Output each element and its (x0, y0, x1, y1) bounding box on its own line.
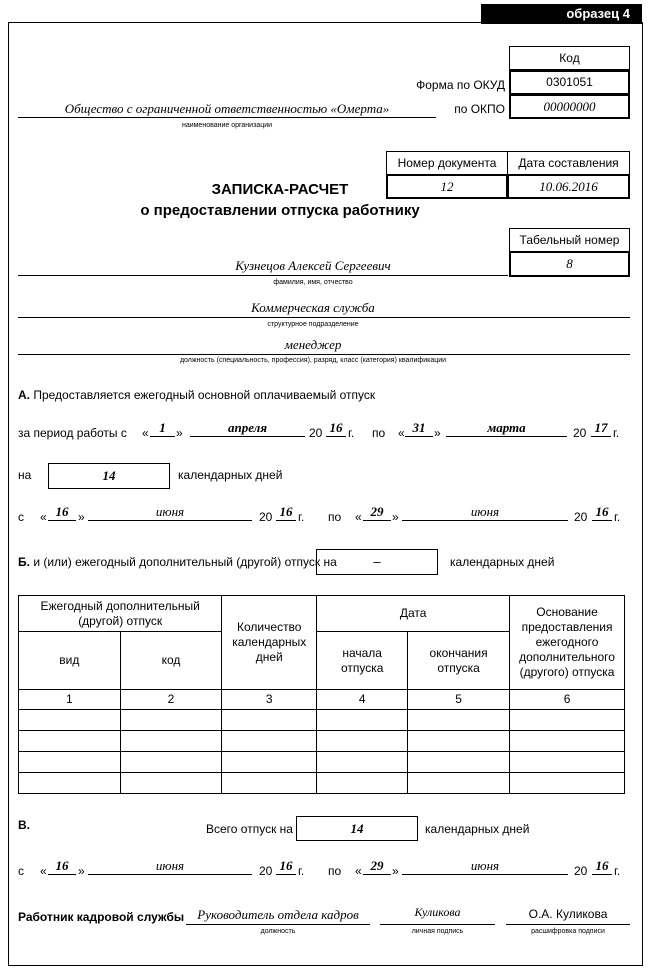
v-po-year: 16 (595, 858, 609, 873)
tabel-value: 8 (509, 251, 630, 277)
okud-value: 0301051 (509, 70, 630, 95)
department-line (18, 317, 630, 318)
signer-signature-caption: личная подпись (411, 928, 464, 935)
v-po-month-line (402, 874, 568, 875)
v-s-quote-close: » (78, 864, 85, 878)
doc-number: 12 (386, 174, 508, 199)
v-s-year-suffix: г. (298, 864, 305, 878)
table-row (19, 710, 625, 731)
th-code: код (120, 632, 222, 690)
a-po-month-line (402, 520, 568, 521)
a-s-year-line (276, 520, 296, 521)
table-row (19, 752, 625, 773)
organization-name: Общество с ограниченной ответственностью «Омерта» (64, 101, 390, 116)
v-po-label: по (328, 864, 342, 878)
a-po-day-line (363, 520, 391, 521)
v-po-quote-open: « (355, 864, 362, 878)
table-row (19, 773, 625, 794)
section-b-value: – (316, 549, 438, 575)
a-po-year-line (592, 520, 612, 521)
doc-date-label: Дата составления (507, 151, 630, 175)
th-basis: Основание предоставления ежегодного дополнительного (другого) отпуска (510, 596, 625, 690)
period-to-quote-open: « (398, 426, 405, 440)
th-end: окончания отпуска (408, 632, 510, 690)
th-date: Дата (317, 596, 510, 632)
form-subtitle: о предоставлении отпуска работнику (140, 202, 420, 219)
col-num: 4 (317, 690, 408, 710)
okpo-value: 00000000 (509, 94, 630, 119)
period-to-day-line (405, 436, 433, 437)
col-num: 5 (408, 690, 510, 710)
v-s-year: 16 (279, 858, 293, 873)
period-from-year: 16 (329, 420, 343, 435)
signer-position-caption: должность (260, 928, 296, 935)
a-po-year-prefix: 20 (574, 510, 588, 524)
a-s-day-line (48, 520, 76, 521)
a-s-month: июня (155, 504, 185, 519)
period-to-month: марта (487, 420, 526, 435)
section-b-text: и (или) ежегодный дополнительный (другой) отпуск на (33, 555, 337, 569)
v-po-year-prefix: 20 (574, 864, 588, 878)
doc-date: 10.06.2016 (507, 174, 630, 199)
a-s-year-suffix: г. (298, 510, 305, 524)
period-from-year-suffix: г. (348, 426, 355, 440)
signer-decoding-caption: расшифровка подписи (531, 928, 605, 935)
period-to-month-line (446, 436, 567, 437)
period-label: за период работы с (18, 426, 127, 440)
na-label: на (18, 468, 32, 482)
department: Коммерческая служба (251, 300, 375, 315)
period-from-quote-open: « (142, 426, 149, 440)
a-po-quote-open: « (355, 510, 362, 524)
a-po-year: 16 (595, 504, 609, 519)
hr-worker-label: Работник кадровой службы (18, 910, 185, 924)
period-from-year-prefix: 20 (309, 426, 323, 440)
period-from-day: 1 (159, 420, 166, 435)
period-from-day-line (150, 436, 175, 437)
v-s-month-line (88, 874, 252, 875)
a-po-year-suffix: г. (614, 510, 621, 524)
v-s-label: с (18, 864, 24, 878)
period-to-label: по (372, 426, 386, 440)
v-po-year-suffix: г. (614, 864, 621, 878)
code-header (509, 46, 630, 70)
th-additional: Ежегодный дополнительный (другой) отпуск (19, 596, 222, 632)
period-from-year-line (326, 436, 346, 437)
a-s-year-prefix: 20 (259, 510, 273, 524)
v-po-quote-close: » (392, 864, 399, 878)
period-to-quote-close: » (434, 426, 441, 440)
th-start: начала отпуска (317, 632, 408, 690)
section-a-heading (18, 388, 375, 402)
employee-name-caption: фамилия, имя, отчество (273, 279, 353, 286)
a-po-month: июня (470, 504, 500, 519)
v-s-year-line (276, 874, 296, 875)
period-from-month: апреля (227, 420, 268, 435)
section-a-letter: А. (18, 388, 30, 402)
a-s-quote-close: » (78, 510, 85, 524)
table-row (19, 731, 625, 752)
signer-decoding: О.А. Куликова (528, 907, 608, 921)
section-b-days-label: календарных дней (450, 555, 555, 569)
total-value: 14 (296, 816, 418, 841)
period-from-quote-close: » (176, 426, 183, 440)
period-to-day: 31 (412, 420, 426, 435)
v-po-day-line (363, 874, 391, 875)
signer-signature-line (380, 924, 495, 925)
doc-number-label: Номер документа (386, 151, 508, 175)
employee-name-line (18, 275, 508, 276)
employee-name: Кузнецов Алексей Сергеевич (235, 258, 391, 273)
period-to-year-prefix: 20 (573, 426, 587, 440)
v-s-day: 16 (55, 858, 69, 873)
v-s-year-prefix: 20 (259, 864, 273, 878)
th-type: вид (19, 632, 121, 690)
organization-caption: наименование организации (181, 122, 273, 129)
period-to-year: 17 (594, 420, 608, 435)
a-po-quote-close: » (392, 510, 399, 524)
organization-line (18, 117, 436, 118)
col-num: 3 (222, 690, 317, 710)
section-b-letter: Б. (18, 555, 30, 569)
code-header-text: Код (559, 51, 580, 65)
section-b-heading (18, 555, 337, 569)
v-po-year-line (592, 874, 612, 875)
department-caption: структурное подразделение (267, 321, 359, 328)
signer-position: Руководитель отдела кадров (197, 907, 359, 922)
a-s-label: с (18, 510, 24, 524)
v-s-month: июня (155, 858, 185, 873)
a-po-day: 29 (370, 504, 384, 519)
section-a-days: 14 (48, 463, 170, 489)
a-s-quote-open: « (40, 510, 47, 524)
period-to-year-suffix: г. (613, 426, 620, 440)
signer-position-line (186, 924, 370, 925)
total-days-label: календарных дней (425, 822, 530, 836)
period-to-year-line (591, 436, 611, 437)
col-num: 6 (510, 690, 625, 710)
signer-decoding-line (506, 924, 630, 925)
position: менеджер (284, 337, 342, 352)
th-count: Количество календарных дней (222, 596, 317, 690)
position-line (18, 354, 630, 355)
okpo-label: по ОКПО (454, 102, 505, 116)
total-label: Всего отпуск на (206, 822, 293, 836)
sample-tag: образец 4 (481, 4, 642, 24)
v-po-month: июня (470, 858, 500, 873)
v-po-day: 29 (370, 858, 384, 873)
a-s-day: 16 (55, 504, 69, 519)
a-s-year: 16 (279, 504, 293, 519)
a-po-label: по (328, 510, 342, 524)
col-num: 2 (120, 690, 222, 710)
v-s-day-line (48, 874, 76, 875)
section-a-text: Предоставляется ежегодный основной оплачиваемый отпуск (33, 388, 376, 402)
section-a-days-label: календарных дней (178, 468, 283, 482)
signer-signature: Куликова (414, 905, 461, 919)
period-from-month-line (190, 436, 305, 437)
additional-leave-table (18, 595, 625, 794)
col-num: 1 (19, 690, 121, 710)
form-title: ЗАПИСКА-РАСЧЕТ (211, 181, 349, 198)
section-v-letter: В. (18, 818, 30, 832)
v-s-quote-open: « (40, 864, 47, 878)
position-caption: должность (специальность, профессия), разряд, класс (категория) квалификации (179, 357, 447, 364)
okud-label: Форма по ОКУД (416, 78, 505, 92)
tabel-label: Табельный номер (509, 228, 630, 252)
a-s-month-line (88, 520, 252, 521)
